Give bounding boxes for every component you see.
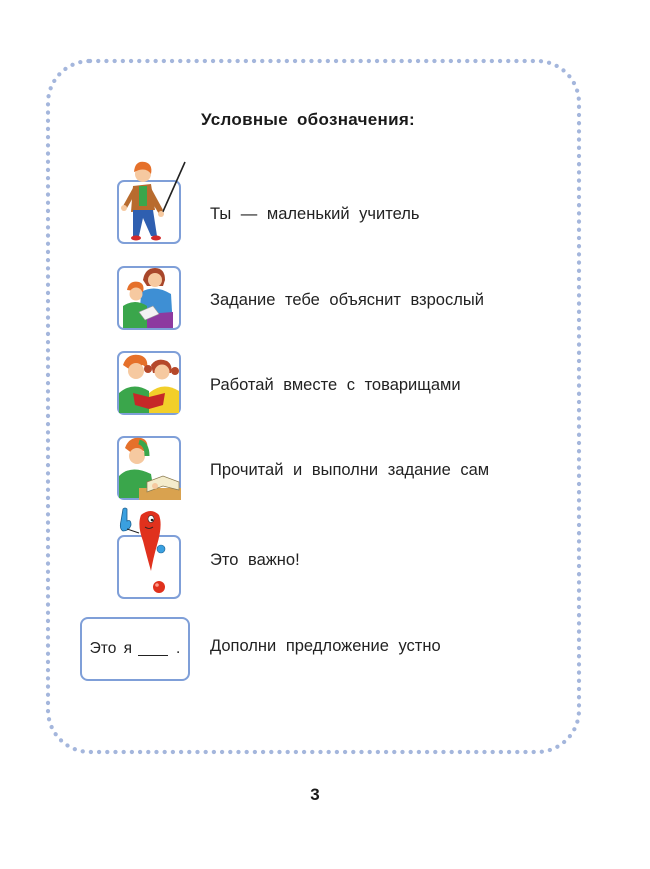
adult-explains-icon [117,266,181,330]
phrase-box-text: Это я [89,640,133,657]
legend-label-work-together: Работай вместе с товарищами [210,376,461,394]
legend-label-read-alone: Прочитай и выполни задание сам [210,461,490,479]
complete-sentence-box [80,617,190,681]
page-title: Условные обозначения: [200,110,416,129]
legend-label-teacher: Ты — маленький учитель [210,205,420,223]
legend-label-adult-explains: Задание тебе объяснит взрослый [210,291,484,309]
legend-label-important: Это важно! [210,551,300,569]
phrase-box-end: . [176,640,181,657]
work-together-icon [117,351,181,415]
read-alone-icon [117,436,181,500]
legend-label-complete-sentence: Дополни предложение устно [210,637,441,655]
teacher-with-pointer-icon [117,180,181,244]
exclamation-mascot-icon [117,535,181,599]
page-number: 3 [310,785,320,804]
phrase-blank [138,643,168,656]
